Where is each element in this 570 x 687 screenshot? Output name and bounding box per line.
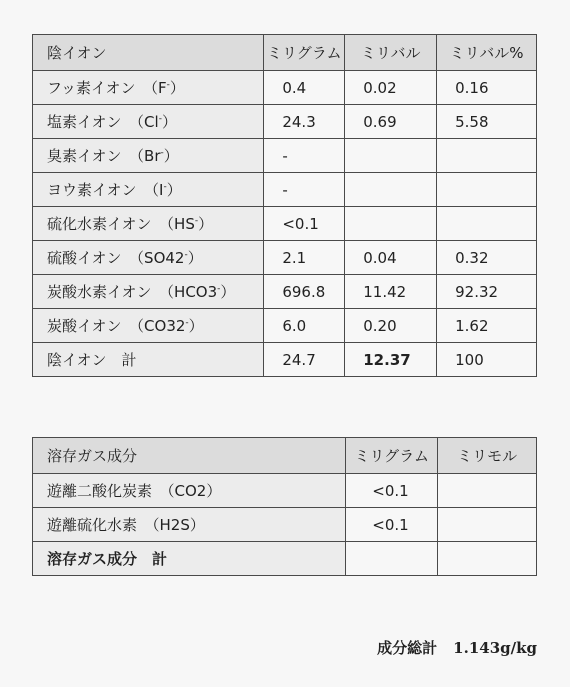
anion-name	[33, 275, 264, 309]
gas-row	[33, 508, 537, 542]
anion-name-close: ）	[161, 113, 177, 131]
anion-mg: -	[264, 173, 345, 207]
anion-pct	[437, 139, 537, 173]
anion-row	[33, 275, 537, 309]
anion-name-text: 塩素イオン （Cl	[47, 113, 159, 131]
anion-mval: 11.42	[345, 275, 437, 309]
anion-name-text: 硫酸イオン （SO42	[47, 249, 185, 267]
anion-total-label: 陰イオン 計	[33, 343, 264, 377]
anion-header-pct: ミリバル%	[437, 35, 537, 71]
anion-charge: -	[163, 182, 167, 192]
anion-name-close: ）	[187, 249, 203, 267]
anion-name	[33, 139, 264, 173]
anion-total-row	[33, 343, 537, 377]
anion-pct: 0.32	[437, 241, 537, 275]
anion-name	[33, 105, 264, 139]
anion-name	[33, 71, 264, 105]
gas-mg: <0.1	[346, 474, 438, 508]
anion-mval	[345, 173, 437, 207]
anion-name-text: ヨウ素イオン （I	[47, 181, 164, 199]
gas-mmol	[438, 474, 537, 508]
anion-name	[33, 207, 264, 241]
anion-pct: 0.16	[437, 71, 537, 105]
anion-name	[33, 173, 264, 207]
gas-total-mmol	[438, 542, 537, 576]
anion-name-close: ）	[198, 215, 214, 233]
anion-mval: 0.20	[345, 309, 437, 343]
anion-name-text: 臭素イオン （Br	[47, 147, 161, 165]
anion-name-close: ）	[188, 317, 204, 335]
anion-total-mg: 24.7	[264, 343, 345, 377]
anion-row	[33, 71, 537, 105]
anion-name	[33, 309, 264, 343]
anion-mg: 696.8	[264, 275, 345, 309]
anion-header-mval: ミリバル	[345, 35, 437, 71]
anion-mg: -	[264, 139, 345, 173]
anion-header-mg: ミリグラム	[264, 35, 345, 71]
anion-pct: 92.32	[437, 275, 537, 309]
anion-charge: -	[217, 284, 221, 294]
gas-total-mg	[346, 542, 438, 576]
anion-charge: -	[184, 250, 188, 260]
anion-pct	[437, 173, 537, 207]
gas-mg: <0.1	[346, 508, 438, 542]
grand-total	[377, 637, 537, 658]
gas-header-mmol: ミリモル	[438, 438, 537, 474]
anion-charge: -	[160, 148, 164, 158]
anion-body	[33, 71, 537, 343]
gas-total-row	[33, 542, 537, 576]
anion-charge: -	[185, 318, 189, 328]
anion-name-close: ）	[163, 147, 179, 165]
gas-header-name: 溶存ガス成分	[33, 438, 346, 474]
anion-row	[33, 105, 537, 139]
gas-body	[33, 474, 537, 542]
anion-row	[33, 207, 537, 241]
anion-mg: 24.3	[264, 105, 345, 139]
anion-row	[33, 139, 537, 173]
anion-name-text: 硫化水素イオン （HS	[47, 215, 195, 233]
anion-charge: -	[194, 216, 199, 226]
anion-name-close: ）	[166, 181, 182, 199]
grand-total-value: 1.143g/kg	[453, 639, 537, 657]
anion-row	[33, 309, 537, 343]
anion-name-close: ）	[220, 283, 236, 301]
anion-table	[32, 34, 537, 377]
anion-row	[33, 241, 537, 275]
anion-pct	[437, 207, 537, 241]
anion-mg: 0.4	[264, 71, 345, 105]
anion-mval	[345, 207, 437, 241]
anion-mval	[345, 139, 437, 173]
gas-header-row	[33, 438, 537, 474]
anion-mval: 0.69	[345, 105, 437, 139]
anion-pct: 1.62	[437, 309, 537, 343]
anion-header-row	[33, 35, 537, 71]
gas-name: 遊離二酸化炭素 （CO2）	[33, 474, 346, 508]
anion-total-pct: 100	[437, 343, 537, 377]
gas-table	[32, 437, 537, 576]
gas-name: 遊離硫化水素 （H2S）	[33, 508, 346, 542]
anion-charge: -	[166, 80, 170, 90]
grand-total-label: 成分総計	[377, 639, 438, 657]
anion-pct: 5.58	[437, 105, 537, 139]
anion-name	[33, 241, 264, 275]
gas-mmol	[438, 508, 537, 542]
anion-row	[33, 173, 537, 207]
anion-mg: 6.0	[264, 309, 345, 343]
anion-mval: 0.04	[345, 241, 437, 275]
anion-name-text: 炭酸イオン （CO32	[47, 317, 186, 335]
anion-name-text: フッ素イオン （F	[47, 79, 167, 97]
anion-mval: 0.02	[345, 71, 437, 105]
anion-header-name: 陰イオン	[33, 35, 264, 71]
anion-charge: -	[158, 114, 162, 124]
anion-name-text: 炭酸水素イオン （HCO3	[47, 283, 218, 301]
anion-name-close: ）	[169, 79, 185, 97]
anion-mg: 2.1	[264, 241, 345, 275]
anion-mg: <0.1	[264, 207, 345, 241]
gas-total-label: 溶存ガス成分 計	[33, 542, 346, 576]
gas-row	[33, 474, 537, 508]
gas-header-mg: ミリグラム	[346, 438, 438, 474]
anion-total-mval: 12.37	[345, 343, 437, 377]
